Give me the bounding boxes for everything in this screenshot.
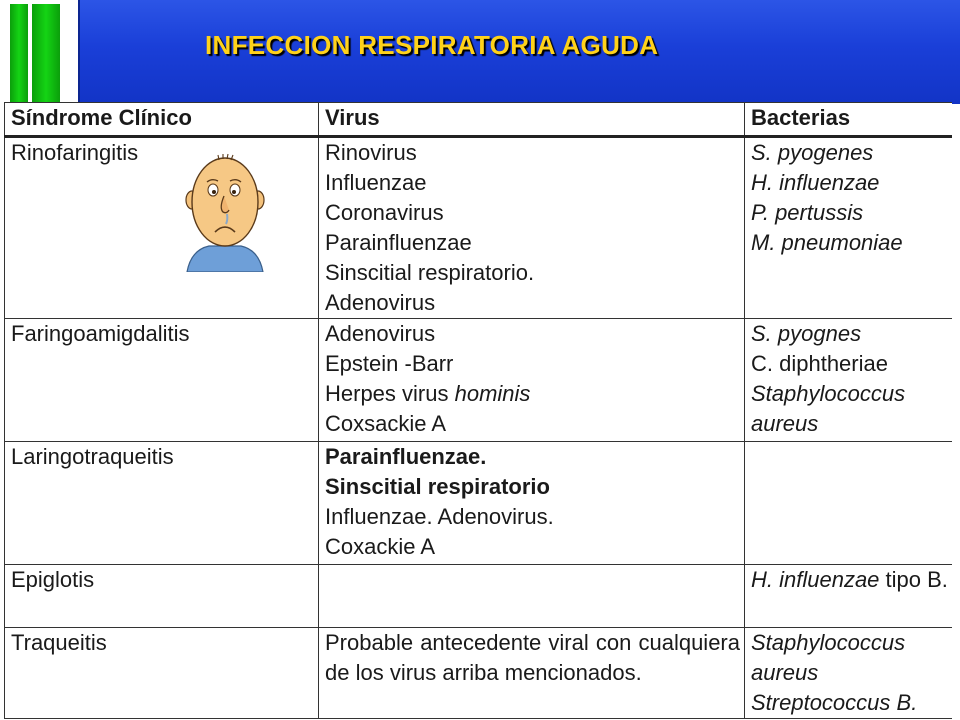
- virus-cell: [319, 137, 745, 319]
- bacteria-item-species: H. influenzae: [751, 567, 880, 592]
- virus-item: Coxackie A: [325, 534, 436, 559]
- virus-item: Rinovirus: [325, 140, 417, 165]
- table-header-row: [5, 103, 953, 137]
- bacteria-item: Staphylococcus: [751, 381, 906, 406]
- syndrome-cell: [5, 319, 319, 442]
- virus-note: Probable antecedente viral con cualquiera de los virus arriba mencionados.: [325, 630, 740, 685]
- syndrome-table-container: [4, 102, 952, 720]
- accent-bars: [0, 0, 78, 108]
- table-row: [5, 442, 953, 565]
- virus-item: Influenzae. Adenovirus.: [325, 504, 554, 529]
- header-bacteria: Bacterias: [745, 103, 953, 137]
- syndrome-name: Rinofaringitis: [11, 140, 139, 165]
- virus-item: Coxsackie A: [325, 411, 447, 436]
- bacteria-item: aureus: [751, 660, 819, 685]
- syndrome-cell: [5, 565, 319, 628]
- table-row: [5, 319, 953, 442]
- virus-item-name: Herpes virus: [325, 381, 449, 406]
- virus-item: Sinscitial respiratorio: [325, 474, 550, 499]
- syndrome-cell: [5, 628, 319, 719]
- slide-title: INFECCION RESPIRATORIA AGUDA: [205, 30, 659, 60]
- bacteria-cell: [745, 628, 953, 719]
- syndrome-name: Laringotraqueitis: [11, 444, 174, 469]
- bacteria-item: aureus: [751, 411, 819, 436]
- bacteria-cell: [745, 565, 953, 628]
- bacteria-item: Streptococcus B.: [751, 690, 918, 715]
- sick-child-face-icon: [183, 152, 267, 272]
- bacteria-item: H. influenzae: [751, 170, 880, 195]
- virus-cell: [319, 442, 745, 565]
- bacteria-cell: [745, 137, 953, 319]
- bacteria-item: S. pyogenes: [751, 140, 874, 165]
- syndrome-table: [4, 102, 952, 719]
- bacteria-item: C. diphtheriae: [751, 351, 888, 376]
- table-row: [5, 137, 953, 319]
- virus-item: Parainfluenzae.: [325, 444, 487, 469]
- accent-bar-right: [32, 4, 60, 104]
- virus-cell: [319, 565, 745, 628]
- virus-item: Epstein -Barr: [325, 351, 454, 376]
- bacteria-item: S. pyognes: [751, 321, 862, 346]
- virus-item: Coronavirus: [325, 200, 444, 225]
- bacteria-item-type: tipo B.: [885, 567, 948, 592]
- bacteria-item: [751, 565, 948, 595]
- virus-item: Adenovirus: [325, 290, 436, 315]
- virus-item: [325, 379, 740, 409]
- virus-item: Sinscitial respiratorio.: [325, 260, 535, 285]
- bacteria-item: P. pertussis: [751, 200, 864, 225]
- virus-item: Adenovirus: [325, 321, 436, 346]
- virus-item: Parainfluenzae: [325, 230, 472, 255]
- accent-bar-left: [10, 4, 28, 104]
- table-row: [5, 628, 953, 719]
- header-syndrome: Síndrome Clínico: [5, 103, 319, 137]
- virus-item: Influenzae: [325, 170, 427, 195]
- bacteria-item: Staphylococcus: [751, 630, 906, 655]
- virus-cell: [319, 319, 745, 442]
- bacteria-cell: [745, 319, 953, 442]
- syndrome-name: Epiglotis: [11, 567, 95, 592]
- syndrome-cell: [5, 442, 319, 565]
- syndrome-name: Traqueitis: [11, 630, 107, 655]
- table-row: [5, 565, 953, 628]
- header-virus: Virus: [319, 103, 745, 137]
- syndrome-cell: [5, 137, 319, 319]
- virus-item-species: hominis: [454, 381, 531, 406]
- bacteria-item: M. pneumoniae: [751, 230, 903, 255]
- virus-cell: [319, 628, 745, 719]
- bacteria-cell: [745, 442, 953, 565]
- syndrome-name: Faringoamigdalitis: [11, 321, 190, 346]
